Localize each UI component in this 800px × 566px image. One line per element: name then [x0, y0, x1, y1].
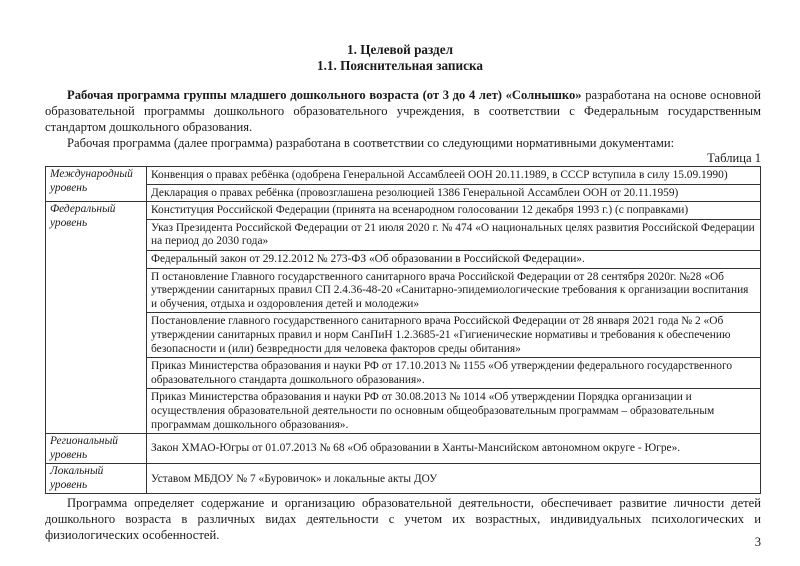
intro-rest: разработана на основе основной образовательной программы дошкольного образовательного учреждения, в соответствии с Федеральным государственным стандартом дошкольного образования. [45, 88, 761, 135]
table-caption: Таблица 1 [707, 151, 761, 165]
doc-cell: Декларация о правах ребёнка (провозглашена резолюцией 1386 Генеральной Ассамблеи ООН от 20.11.1959) [147, 184, 761, 202]
doc-cell: Федеральный закон от 29.12.2012 № 273-ФЗ «Об образовании в Российской Федерации». [147, 250, 761, 268]
table-row [46, 434, 761, 464]
level-cell-regional: Региональный уровень [46, 434, 147, 464]
doc-cell: Указ Президента Российской Федерации от 21 июля 2020 г. № 474 «О национальных целях развития Российской Федерации на период до 2030 года» [147, 219, 761, 250]
table-row [46, 250, 761, 268]
doc-cell: Приказ Министерства образования и науки РФ от 30.08.2013 № 1014 «Об утверждении Порядка организации и осуществления образовательной деятельности по основным общеобразовательным программам – образовательным программам дошкольного образования». [147, 389, 761, 434]
intro-paragraph-2: Рабочая программа (далее программа) разработана в соответствии со следующими нормативными документами: [67, 136, 675, 150]
doc-cell: Конвенция о правах ребёнка (одобрена Генеральной Ассамблеей ООН 20.11.1989, в СССР вступила в силу 15.09.1990) [147, 167, 761, 185]
doc-cell: Конституция Российской Федерации (принята на всенародном голосовании 12 декабря 1993 г.) (с поправками) [147, 202, 761, 220]
subsection-title: 1.1. Пояснительная записка [317, 58, 483, 73]
doc-cell: Уставом МБДОУ № 7 «Буровичок» и локальные акты ДОУ [147, 464, 761, 494]
doc-cell: Закон ХМАО-Югры от 01.07.2013 № 68 «Об образовании в Ханты-Мансийском автономном округе - Югре». [147, 434, 761, 464]
doc-cell: П остановление Главного государственного санитарного врача Российской Федерации от 28 сентября 2020г. №28 «Об утверждении санитарных правил СП 2.4.36-48-20 «Санитарно-эпидемиологические требования к организации воспитания и обучения, отдыха и оздоровления детей и молодежи» [147, 268, 761, 313]
doc-cell: Постановление главного государственного санитарного врача Российской Федерации от 28 января 2021 года № 2 «Об утверждении санитарных правил и норм СанПиН 1.2.3685-21 «Гигиенические нормативы и требования к обеспечению безопасности и (или) безвредности для человека факторов среды обитания» [147, 313, 761, 358]
section-title: 1. Целевой раздел [347, 42, 453, 57]
level-cell-local: Локальный уровень [46, 464, 147, 494]
doc-cell: Приказ Министерства образования и науки РФ от 17.10.2013 № 1155 «Об утверждении федерального государственного образовательного стандарта дошкольного образования». [147, 358, 761, 389]
table-row [46, 167, 761, 185]
level-cell-international: Международный уровень [46, 167, 147, 202]
table-row [46, 268, 761, 313]
normative-documents-table [45, 166, 761, 494]
conclusion-paragraph: Программа определяет содержание и организацию образовательной деятельности, обеспечивает развитие личности детей дошкольного возраста в различных видах деятельности с учетом их возрастных, индивидуальных психологических и физиологических особенностей. [45, 496, 761, 543]
table-row [46, 358, 761, 389]
table-row [46, 184, 761, 202]
table-row [46, 219, 761, 250]
level-cell-federal: Федеральный уровень [46, 202, 147, 434]
intro-paragraph [45, 87, 761, 136]
page-number: 3 [754, 535, 761, 549]
table-row [46, 313, 761, 358]
intro-bold: Рабочая программа группы младшего дошкольного возраста (от 3 до 4 лет) «Солнышко» [67, 88, 582, 102]
table-row [46, 202, 761, 220]
table-row [46, 464, 761, 494]
table-row [46, 389, 761, 434]
